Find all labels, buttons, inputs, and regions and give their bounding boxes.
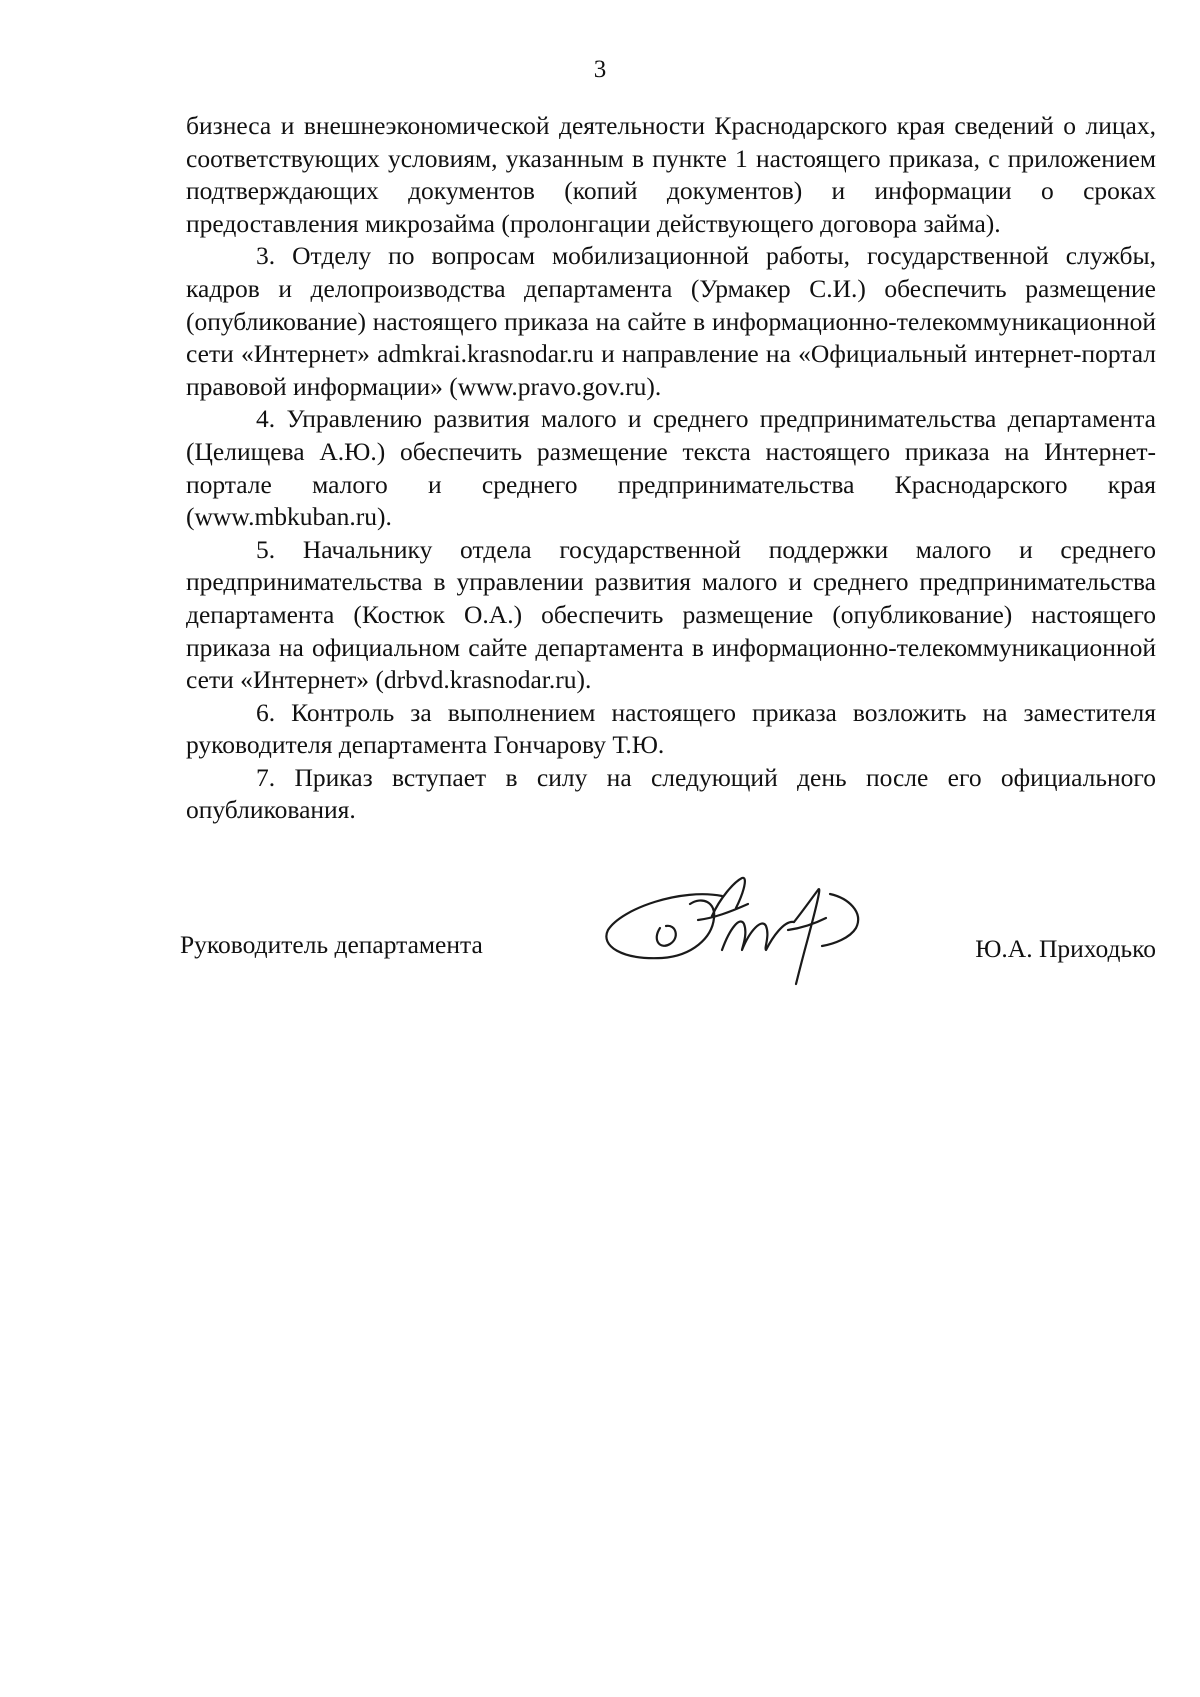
paragraph-item-6: 6. Контроль за выполнением настоящего приказа возложить на заместителя руководителя департамента Гончарову Т.Ю. (186, 697, 1156, 760)
paragraph-continuation: бизнеса и внешнеэкономической деятельности Краснодарского края сведений о лицах, соответствующих условиям, указанным в пункте 1 настоящего приказа, с приложением подтверждающих документов (копий документов) и информации о сроках предоставления микрозайма (пролонгации действующего договора займа). (186, 111, 1156, 238)
paragraph-item-4: 4. Управлению развития малого и среднего предпринимательства департамента (Целищева А.Ю.) обеспечить размещение текста настоящего приказа на Интернет-портале малого и среднего предпринимательства Краснодарского края (www.mbkuban.ru). (186, 404, 1156, 532)
paragraph-item-5: 5. Начальнику отдела государственной поддержки малого и среднего предпринимательства в управлении развития малого и среднего предпринимательства департамента (Костюк О.А.) обеспечить размещение (опубликование) настоящего приказа на официальном сайте департамента в информационно-телекоммуникационной сети «Интернет» (drbvd.krasnodar.ru). (186, 534, 1156, 695)
signatory-name: Ю.А. Приходько (975, 934, 1156, 963)
page-number: 3 (593, 56, 607, 83)
paragraph-item-7: 7. Приказ вступает в силу на следующий день после его официального опубликования. (186, 762, 1156, 825)
paragraph-item-3: 3. Отделу по вопросам мобилизационной работы, государственной службы, кадров и делопроизводства департамента (Урмакер С.И.) обеспечить размещение (опубликование) настоящего приказа на сайте в информационно-телекоммуникационной сети «Интернет» admkrai.krasnodar.ru и направление на «Официальный интернет-портал правовой информации» (www.pravo.gov.ru). (186, 241, 1156, 401)
document-body (186, 110, 1156, 827)
signature-block (180, 930, 1156, 990)
signatory-position: Руководитель департамента (180, 930, 483, 959)
